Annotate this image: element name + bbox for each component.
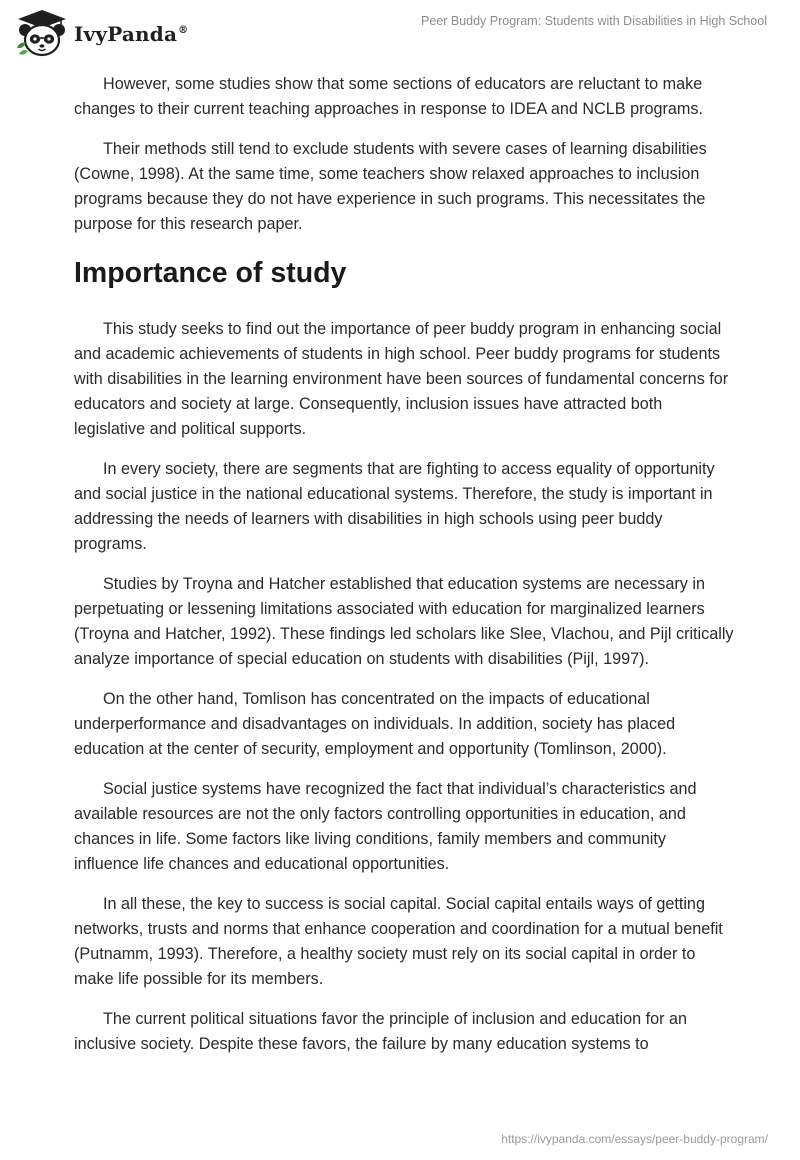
paragraph: The current political situations favor the principle of inclusion and education for an inclusive society. Despite these favors, the failure by many education systems to	[74, 1010, 687, 1053]
paragraph: In all these, the key to success is social capital. Social capital entails ways of getting networks, trusts and norms that enhance cooperation and coordination for a mutual benefit (Putnamm, 1993). Therefore, a healthy society must rely on its social capital in order to make life possible for its members.	[74, 895, 723, 988]
brand-name	[74, 22, 188, 46]
source-url[interactable]: https://ivypanda.com/essays/peer-buddy-program/	[501, 1132, 768, 1146]
page-header	[0, 0, 800, 62]
paragraph: Studies by Troyna and Hatcher established that education systems are necessary in perpetuating or lessening limitations associated with education for marginalized learners (Troyna and Hatcher, 1992). These findings led scholars like Slee, Vlachou, and Pijl critically analyze importance of special education on students with disabilities (Pijl, 1997).	[74, 575, 734, 668]
document-title: Peer Buddy Program: Students with Disabilities in High School	[420, 14, 767, 28]
paragraph: Their methods still tend to exclude students with severe cases of learning disabilities (Cowne, 1998). At the same time, some teachers show relaxed approaches to inclusion programs because they do not have experience in such programs. This necessitates the purpose for this research paper.	[74, 140, 707, 233]
panda-graduate-icon	[14, 8, 70, 58]
paragraph: In every society, there are segments that are fighting to access equality of opportunity and social justice in the national educational systems. Therefore, the study is important in addressing the needs of learners with disabilities in high schools using peer buddy programs.	[74, 460, 715, 553]
ivypanda-logo[interactable]	[14, 8, 188, 58]
essay-body	[74, 72, 734, 1072]
section-heading: Importance of study	[74, 257, 347, 289]
brand-text: IvyPanda	[74, 22, 178, 46]
registered-mark: ®	[178, 25, 189, 37]
paragraph: This study seeks to find out the importance of peer buddy program in enhancing social and academic achievements of students in high school. Peer buddy programs for students with disabilities in the learning environment have been sources of fundamental concerns for educators and society at large. Consequently, inclusion issues have attracted both legislative and political supports.	[74, 320, 729, 438]
paragraph: On the other hand, Tomlison has concentrated on the impacts of educational underperformance and disadvantages on individuals. In addition, society has placed education at the center of security, employment and opportunity (Tomlinson, 2000).	[74, 690, 676, 758]
paragraph: However, some studies show that some sections of educators are reluctant to make changes to their current teaching approaches in response to IDEA and NCLB programs.	[74, 75, 703, 118]
paragraph: Social justice systems have recognized the fact that individual’s characteristics and available resources are not the only factors controlling opportunities in education, and chances in life. Some factors like living conditions, family members and community influence life chances and educational opportunities.	[74, 780, 697, 873]
